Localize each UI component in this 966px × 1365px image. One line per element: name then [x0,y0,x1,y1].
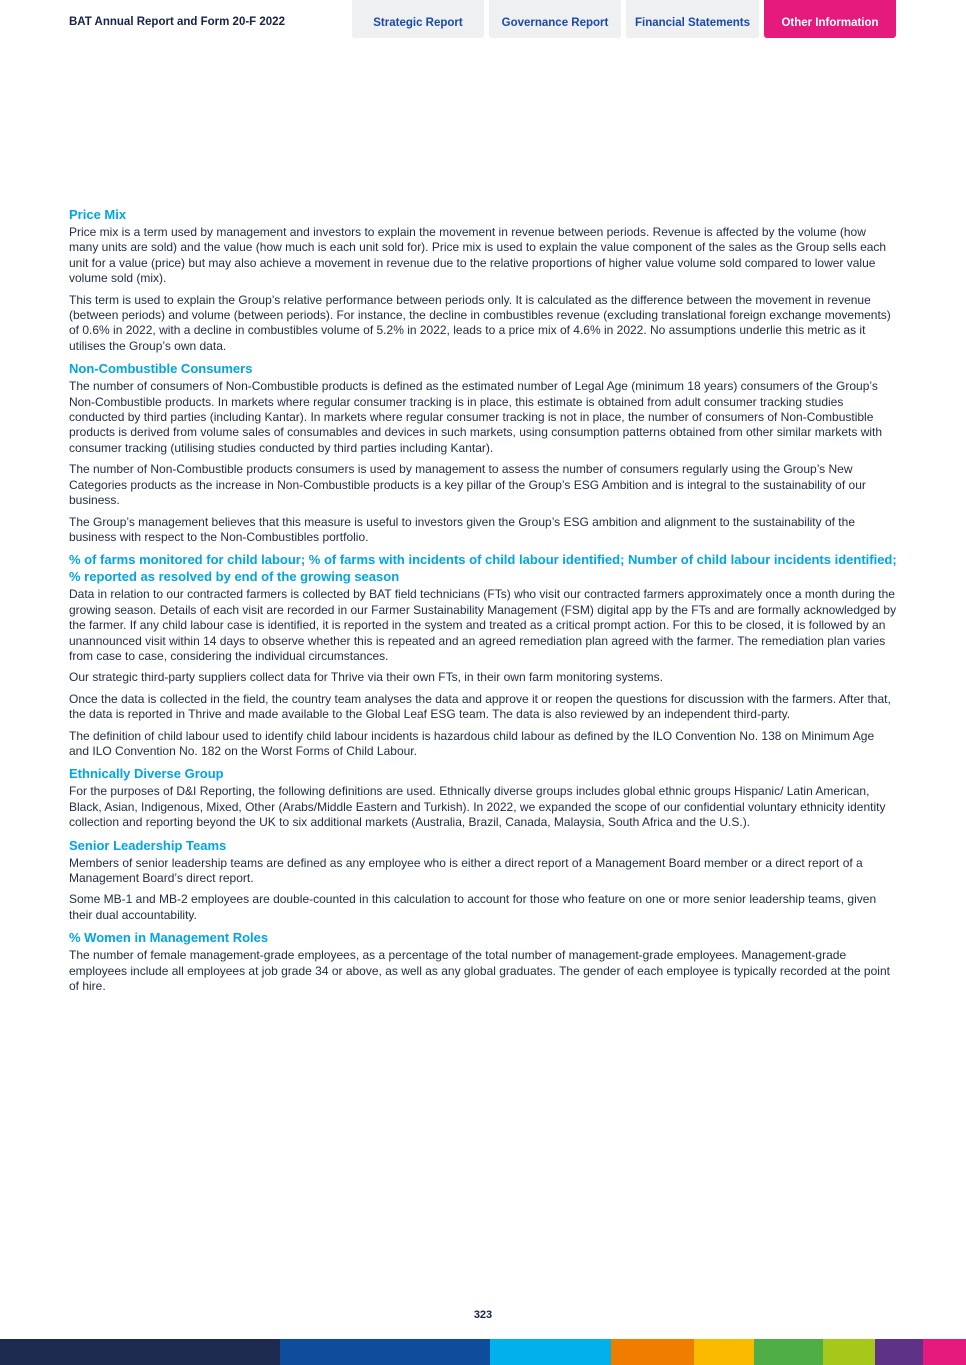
paragraph: Once the data is collected in the field, the country team analyses the data and approve it or reopen the questions for discussion with the farmers. After that, the data is reported in Thrive and made available to the Global Leaf ESG team. The data is also reviewed by an independent third-party. [69,691,891,722]
footer-bar-segment [611,1339,694,1365]
paragraph: The definition of child labour used to identify child labour incidents is hazardous child labour as defined by the ILO Convention No. 138 on Minimum Age and ILO Convention No. 182 on the Worst Forms of Child Labour. [69,728,875,758]
footer-bar-segment [875,1339,923,1365]
paragraph: Some MB-1 and MB-2 employees are double-counted in this calculation to account for those who feature on one or more senior leadership teams, given their dual accountability. [69,892,877,922]
footer-color-bar [0,1339,966,1365]
section-heading: Senior Leadership Teams [69,837,227,853]
paragraph: This term is used to explain the Group’s relative performance between periods only. It is calculated as the difference between the movement in revenue (between periods) and volume (between periods). For instance, the decline in combustibles revenue (excluding translational foreign exchange movements) of 0.6% in 2022, with a decline in combustibles volume of 5.2% in 2022, leads to a price mix of 4.6% in 2022. No assumptions underlie this metric as it utilises the Group’s own data. [69,292,891,353]
section-senior-leadership-teams [69,837,897,924]
tab-governance-report[interactable]: Governance Report [489,0,621,38]
section-heading: Non-Combustible Consumers [69,361,253,377]
paragraph: The number of female management-grade employees, as a percentage of the total number of management-grade employees. Management-grade employees include all employees at job grade 34 or above, as well as any global graduates. The gender of each employee is typically recorded at the point of hire. [69,948,890,994]
footer-bar-segment [490,1339,611,1365]
section-non-combustible-consumers [69,360,897,545]
section-child-labour [69,551,897,759]
footer-bar-segment [0,1339,280,1365]
section-women-in-management [69,929,897,994]
footer-bar-segment [754,1339,823,1365]
paragraph: For the purposes of D&I Reporting, the following definitions are used. Ethnically diverse groups includes global ethnic groups Hispanic/ Latin American, Black, Asian, Indigenous, Mixed, Other (Arabs/Middle Eastern and Turkish). In 2022, we expanded the scope of our confidential voluntary ethnicity identity collection and reporting beyond the UK to six additional markets (Australia, Brazil, Canada, Malaysia, South Africa and the U.S.). [69,784,886,830]
page-number: 323 [473,1309,493,1321]
tab-financial-statements[interactable]: Financial Statements [626,0,759,38]
footer-bar-segment [280,1339,490,1365]
tab-strategic-report[interactable]: Strategic Report [352,0,484,38]
section-heading: Price Mix [69,207,127,222]
section-price-mix [69,206,897,354]
section-heading: % Women in Management Roles [69,930,269,946]
report-title: BAT Annual Report and Form 20-F 2022 [69,16,285,28]
section-heading: Ethnically Diverse Group [69,766,224,782]
tab-other-information[interactable]: Other Information [764,0,896,38]
page-header [0,0,966,38]
footer-bar-segment [923,1339,966,1365]
section-ethnically-diverse-group [69,765,897,830]
paragraph: The number of consumers of Non-Combustible products is defined as the estimated number of Legal Age (minimum 18 years) consumers of the Group’s Non-Combustible products. In markets where regular consumer tracking is in place, this estimate is obtained from adult consumer tracking studies conducted by third parties (including Kantar). In markets where regular consumer tracking is not in place, the number of consumers of Non-Combustible products is derived from volume sales of consumables and devices in such markets, using consumption patterns obtained from other similar markets with consumer tracking (utilising studies conducted by third parties including Kantar). [69,379,883,455]
paragraph: Our strategic third-party suppliers collect data for Thrive via their own FTs, in their own farm monitoring systems. [69,670,663,685]
page-content [69,206,897,1000]
footer-bar-segment [694,1339,754,1365]
footer-bar-segment [823,1339,875,1365]
paragraph: The Group’s management believes that this measure is useful to investors given the Group’s ESG ambition and alignment to the sustainability of the business with respect to the Non-Combustibles portfolio. [69,514,855,544]
paragraph: Members of senior leadership teams are defined as any employee who is either a direct report of a Management Board member or a direct report of a Management Board’s direct report. [69,855,863,885]
paragraph: Price mix is a term used by management and investors to explain the movement in revenue between periods. Revenue is affected by the volume (how many units are sold) and the value (how much is each unit sold for). Price mix is used to explain the value component of the sales as the Group sells each unit for a value (price) but may also achieve a movement in revenue due to the relative proportions of higher value volume sold compared to lower value volume sold (mix). [69,225,887,286]
section-heading: % of farms monitored for child labour; % of farms with incidents of child labour identified; Number of child labour incidents identified; % reported as resolved by end of the growing season [69,552,897,585]
paragraph: Data in relation to our contracted farmers is collected by BAT field technicians (FTs) who visit our contracted farmers approximately once a month during the growing season. Details of each visit are recorded in our Farmer Sustainability Management (FSM) digital app by the FTs and are formally acknowledged by the farmer. If any child labour case is identified, it is reported in the system and treated as a critical prompt action. For this to be closed, it is followed by an unannounced visit within 14 days to observe whether this is repeated and an agreed remediation plan agreed with the farmer. The remediation plan varies from case to case, considering the individual circumstances. [69,587,897,663]
paragraph: The number of Non-Combustible products consumers is used by management to assess the number of consumers regularly using the Group’s New Categories products as the increase in Non-Combustible products is a key pillar of the Group’s ESG Ambition and is integral to the sustainability of our business. [69,462,866,508]
